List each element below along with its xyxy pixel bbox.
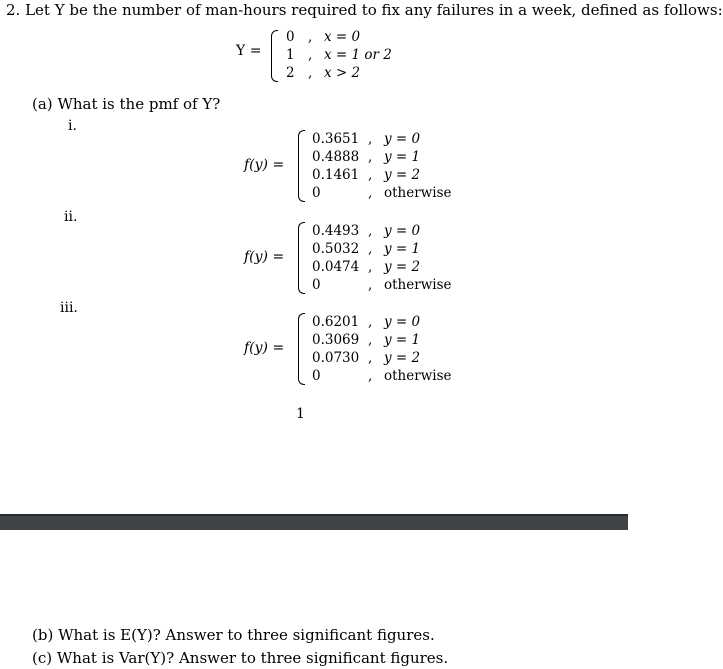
part-b-question: (b) What is E(Y)? Answer to three significant figures.: [32, 626, 435, 644]
option-i-fy: f(y) =: [244, 157, 285, 173]
option-ii-brace: [298, 222, 305, 294]
part-c-question: (c) What is Var(Y)? Answer to three significant figures.: [32, 649, 449, 667]
pmf-row: 0.3651 , y = 0: [312, 131, 421, 147]
option-i-cases: [312, 130, 451, 202]
option-i-brace: [298, 130, 305, 202]
y-case-row: 1 , x = 1 or 2: [286, 47, 392, 63]
pmf-row: 0.5032 , y = 1: [312, 241, 421, 257]
y-definition-brace: [271, 30, 278, 82]
problem-text: Let Y be the number of man-hours required to fix any failures in a week, defined as follows:: [25, 1, 723, 19]
pmf-row: 0.0730 , y = 2: [312, 350, 421, 366]
pmf-row: 0 , otherwise: [312, 185, 452, 201]
pmf-row: 0.1461 , y = 2: [312, 167, 421, 183]
option-iii-label: iii.: [60, 300, 78, 316]
option-iii-cases: [312, 313, 451, 385]
option-i-label: i.: [68, 118, 77, 134]
y-case-row: 2 , x > 2: [286, 65, 361, 81]
pmf-row: 0.3069 , y = 1: [312, 332, 421, 348]
y-definition-cases: [286, 28, 392, 82]
pmf-row: 0 , otherwise: [312, 368, 452, 384]
problem-number: 2.: [6, 1, 21, 19]
pmf-row: 0 , otherwise: [312, 277, 452, 293]
pmf-row: 0.0474 , y = 2: [312, 259, 421, 275]
page-break-divider: [0, 514, 628, 530]
y-case-row: 0 , x = 0: [286, 29, 361, 45]
option-iii-brace: [298, 313, 305, 385]
option-ii-fy: f(y) =: [244, 249, 285, 265]
part-a-question: (a) What is the pmf of Y?: [32, 95, 221, 113]
problem-statement: [6, 1, 723, 19]
pmf-row: 0.4493 , y = 0: [312, 223, 421, 239]
pmf-row: 0.4888 , y = 1: [312, 149, 421, 165]
pmf-row: 0.6201 , y = 0: [312, 314, 421, 330]
page-number: 1: [296, 406, 305, 422]
option-ii-label: ii.: [64, 209, 78, 225]
option-iii-fy: f(y) =: [244, 340, 285, 356]
y-label: Y =: [236, 43, 262, 59]
option-ii-cases: [312, 222, 451, 294]
